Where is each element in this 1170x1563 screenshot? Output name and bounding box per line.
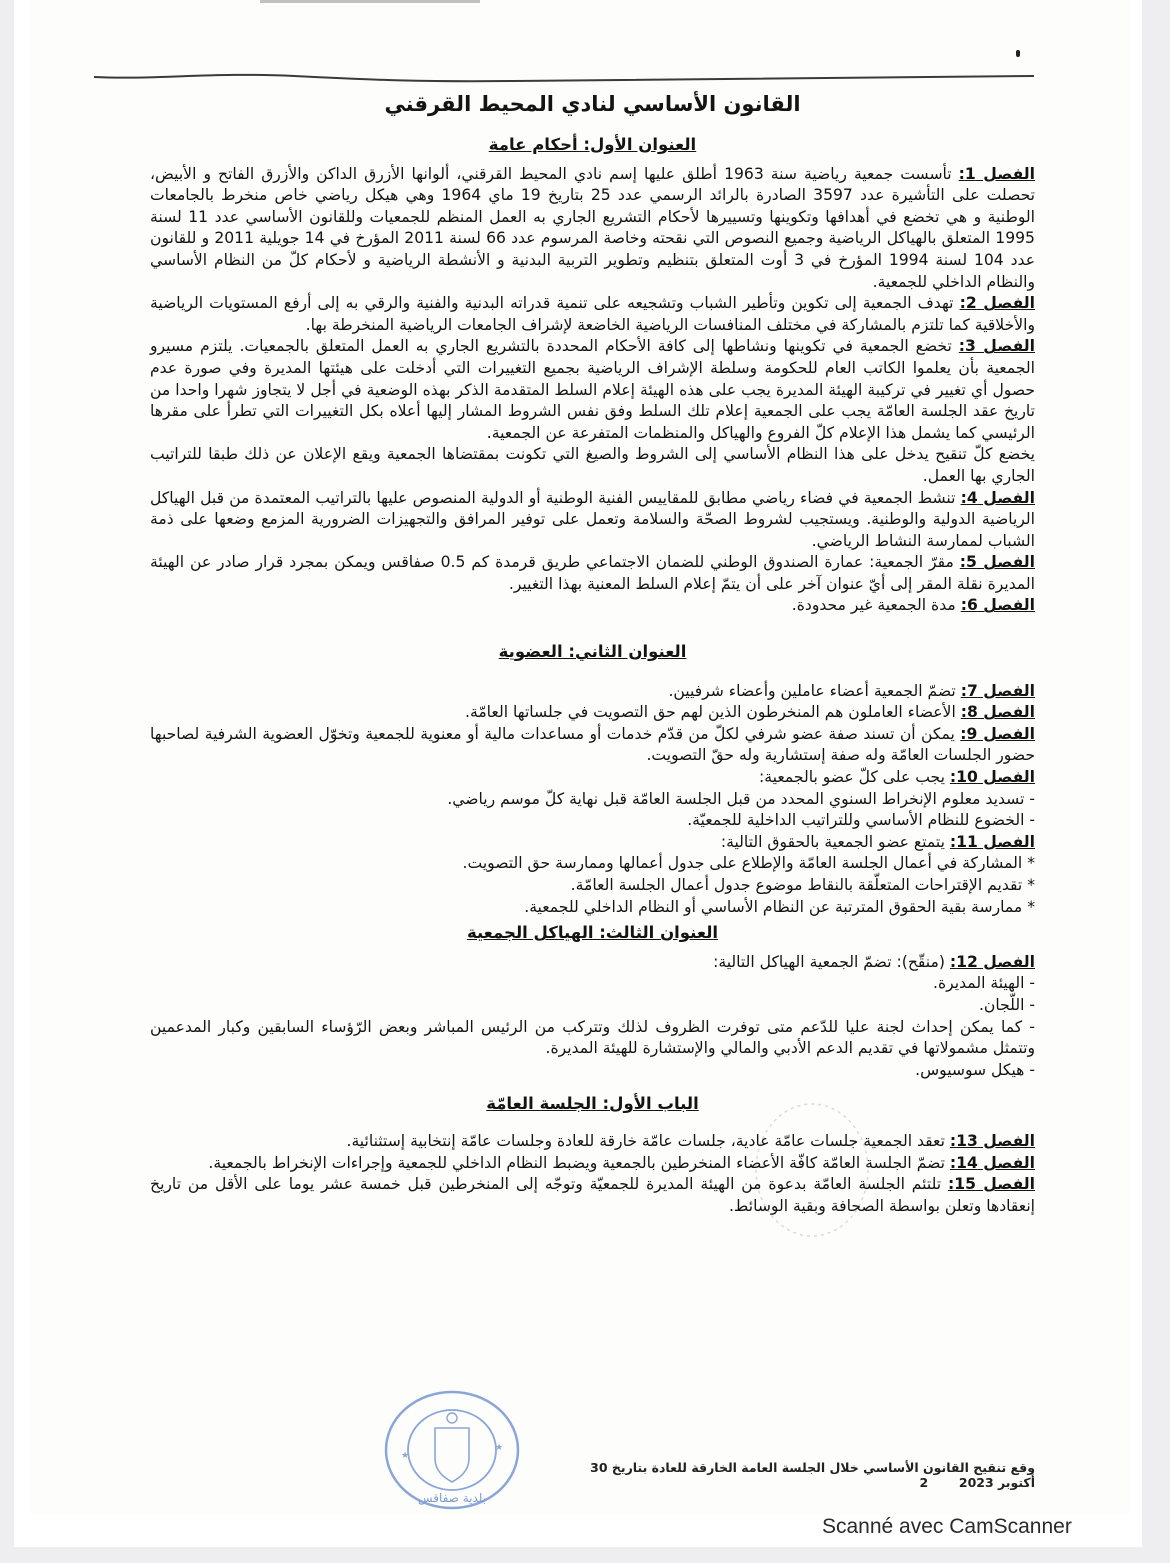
article-label: الفصل 14: [949, 1153, 1035, 1172]
faint-stamp-icon [752, 1100, 872, 1240]
article-label: الفصل 7: [960, 681, 1035, 700]
article [150, 767, 1035, 789]
list-item: - كما يمكن إحداث لجنة عليا للدّعم متى توفرت الظروف لذلك وتتركب من الرئيس المباشر وبعض الرّؤساء السابقين وكبار المدعمين وتتمثل مشمولاتها في تقديم الدعم الأدبي والمالي والإستشارة للهيئة المديرة. [150, 1017, 1035, 1058]
article-label: الفصل 4: [960, 488, 1035, 507]
article-text: الأعضاء العاملون هم المنخرطون الذين لهم حق التصويت في جلساتها العامّة. [465, 703, 956, 722]
article-text: تلتئم الجلسة العامّة بدعوة من الهيئة المديرة للجمعيّة وتوجّه إلى المنخرطين قبل خمسة عشر يوما على الأقل من تاريخ إنعقادها وتعلن بواسطة الصحافة وبقية الوسائط. [150, 1175, 1035, 1215]
article-label: الفصل 15: [947, 1175, 1035, 1194]
list-item: - تسديد معلوم الإنخراط السنوي المحدد من قبل الجلسة العامّة قبل نهاية كلّ موسم رياضي. [447, 789, 1035, 808]
article-label: الفصل 8: [960, 703, 1035, 722]
article-text: (منقّح): تضمّ الجمعية الهياكل التالية: [713, 952, 945, 971]
section-heading: العنوان الأول: أحكام عامة [488, 135, 697, 154]
article-text: تهدف الجمعية إلى تكوين وتأطير الشباب وتشجيعه على تنمية قدراته البدنية والفنية والرقي به إلى أرفع المستويات الرياضية والأخلاقية كما تلتزم بالمشاركة في مختلف المنافسات الرياضية الخاضعة لإشراف الجامعات الرياضية المنخرطة بها. [150, 294, 1035, 334]
document-title: القانون الأساسي لنادي المحيط القرقني [384, 92, 801, 116]
list-item: * المشاركة في أعمال الجلسة العامّة والإطلاع على جدول أعمالها وممارسة حق التصويت. [462, 854, 1035, 873]
svg-text:★: ★ [401, 1451, 410, 1461]
footer-note: وقع تنقيح القانون الأساسي خلال الجلسة العامة الخارقة للعادة بتاريخ 30 أكتوبر 2023 [590, 1460, 1035, 1490]
article-label: الفصل 10: [949, 768, 1035, 787]
article-label: الفصل 3: [958, 337, 1036, 356]
article [150, 702, 1035, 724]
article [150, 832, 1035, 854]
article [150, 164, 1035, 294]
scan-edge-shadow [260, 0, 480, 3]
article [150, 552, 1035, 595]
article-text: مدة الجمعية غير محدودة. [791, 596, 956, 615]
list-item: - اللّجان. [978, 995, 1035, 1014]
camscanner-watermark: Scanné avec CamScanner [822, 1515, 1072, 1538]
header-rule-line [94, 70, 1034, 86]
section-heading: العنوان الثاني: العضوية [498, 642, 687, 662]
article-label: الفصل 9: [960, 724, 1035, 743]
article-label: الفصل 2: [959, 294, 1035, 313]
footer-note-row [560, 1460, 1035, 1490]
article-text: يتمتع عضو الجمعية بالحقوق التالية: [720, 832, 945, 851]
document-body [150, 90, 1035, 1217]
article [150, 952, 1035, 974]
list-item: - هيكل سوسيوس. [915, 1060, 1035, 1079]
article-text: تأسست جمعية رياضية سنة 1963 أطلق عليها إسم نادي المحيط القرقني، ألوانها الأزرق الداكن والأزرق الفاتح و الأبيض، تحصلت على التأشيرة عدد 3597 الصادرة بالرائد الرسمي عدد 25 بتاريخ 19 ماي 1964 وهي هيكل رياضي خاص منخرط بالجامعات الوطنية و هي تخضع في أهدافها وتكوينها وتسييرها لأحكام التشريع الجاري به العمل المنظم للجمعيات وللقانون الأساسي عدد 11 لسنة 1995 المتعلق بالهياكل الرياضية وجميع النصوص التي نقحته وخاصة المرسوم عدد 66 لسنة 2011 المؤرخ في 14 جويلية 2011 و للقانون عدد 104 لسنة 1994 المؤرخ في 3 أوت المتعلق بتنظيم وتطوير التربية البدنية و الأنشطة الرياضية و لأحكام كلّ من النظام الأساسي والنظام الداخلي للجمعية. [150, 164, 1036, 291]
list-item: * ممارسة بقية الحقوق المترتبة عن النظام الأساسي أو النظام الداخلي للجمعية. [524, 897, 1035, 916]
article-paragraph: يخضع كلّ تنقيح يدخل على هذا النظام الأساسي إلى الشروط والصيغ التي تكونت بمقتضاها الجمعية ويقع الإعلان عن ذلك طبقا للتراتيب الجاري بها العمل. [150, 445, 1035, 485]
ink-dot [1016, 50, 1020, 57]
article [150, 724, 1035, 767]
svg-text:★: ★ [495, 1443, 504, 1453]
article-label: الفصل 13: [949, 1131, 1035, 1150]
article-label: الفصل 6: [960, 596, 1035, 615]
article-label: الفصل 12: [949, 952, 1035, 971]
article [150, 293, 1035, 336]
article-text: يجب على كلّ عضو بالجمعية: [759, 768, 945, 787]
section-heading: الباب الأول: الجلسة العامّة [486, 1094, 699, 1114]
article [150, 595, 1035, 617]
list-item: - الخضوع للنظام الأساسي وللتراتيب الداخلية للجمعيّة. [687, 811, 1035, 830]
official-stamp-icon [383, 1388, 521, 1510]
article [150, 1174, 1035, 1217]
article-text: تضمّ الجلسة العامّة كافّة الأعضاء المنخرطين بالجمعية ويضبط النظام الداخلي للجمعية وإجراءات الإنخراط بالجمعية. [208, 1153, 945, 1172]
section-heading: العنوان الثالث: الهياكل الجمعية [466, 923, 719, 943]
article [150, 1131, 1035, 1153]
article [150, 336, 1035, 444]
article-text: تضمّ الجمعية أعضاء عاملين وأعضاء شرفيين. [668, 681, 956, 700]
list-item: - الهيئة المديرة. [933, 974, 1035, 993]
article [150, 681, 1035, 703]
article-label: الفصل 11: [949, 832, 1035, 851]
article [150, 1153, 1035, 1175]
list-item: * تقديم الإقتراحات المتعلّقة بالنقاط موضوع جدول أعمال الجلسة العامّة. [570, 876, 1035, 894]
stamp-text: بلدية صفاقس [417, 1491, 487, 1505]
page-number: 2 [919, 1475, 929, 1490]
article [150, 488, 1035, 553]
article-text: يمكن أن تسند صفة عضو شرفي لكلّ من قدّم خدمات أو مساعدات مالية أو معنوية للجمعية وتخوّل العضوية الشرفية لصاحبها حضور الجلسات العامّة وله صفة إستشارية وله حقّ التصويت. [150, 724, 1035, 765]
article-text: تخضع الجمعية في تكوينها ونشاطها إلى كافة الأحكام المحددة بالتشريع الجاري به العمل المتعلق بالجمعيات. يلتزم مسيرو الجمعية بأن يعلموا الكاتب العام للحكومة وسلطة الإشراف الرياضية بجميع التغييرات التي أدخلت على هيئتها المديرة وفي صورة عدم حصول أي تغيير في تركيبة الهيئة المديرة يجب على هذه الهيئة إعلام السلط المتقدمة الذكر بهذه الوضعية في أجل لا يتجاوز شهرا واحدا من تاريخ عقد الجلسة العامّة يجب على الجمعية إعلام تلك السلط وفق نفس الشروط المشار إليها أعلاه بكل التغييرات التي تطرأ على مقرها الرئيسي كما يشمل هذا الإعلام كلّ الفروع والهياكل والمنظمات المتفرعة عن الجمعية. [150, 337, 1035, 442]
article-text: تعقد الجمعية جلسات عامّة عادية، جلسات عامّة خارقة للعادة وجلسات عامّة إنتخابية إستثنائية. [346, 1131, 945, 1150]
article-text: مقرّ الجمعية: عمارة الصندوق الوطني للضمان الاجتماعي طريق قرمدة كم 0.5 صفاقس ويمكن بمجرد قرار صادر عن الهيئة المديرة نقلة المقر إلى أيّ عنوان آخر على أن يتمّ إعلام السلط المعنية بهذا التغيير. [150, 553, 1035, 593]
article-label: الفصل 5: [959, 553, 1035, 572]
article-text: تنشط الجمعية في فضاء رياضي مطابق للمقاييس الفنية الوطنية أو الدولية المنصوص عليها بالتراتيب المعتمدة من قبل الهياكل الرياضية الدولية والوطنية. ويستجيب لشروط الصحّة والسلامة وتعمل على توفير المرافق والتجهيزات الضرورية المزمع وضعها على ذمة الشباب لممارسة النشاط الرياضي. [150, 488, 1035, 550]
article-label: الفصل 1: [958, 164, 1035, 183]
